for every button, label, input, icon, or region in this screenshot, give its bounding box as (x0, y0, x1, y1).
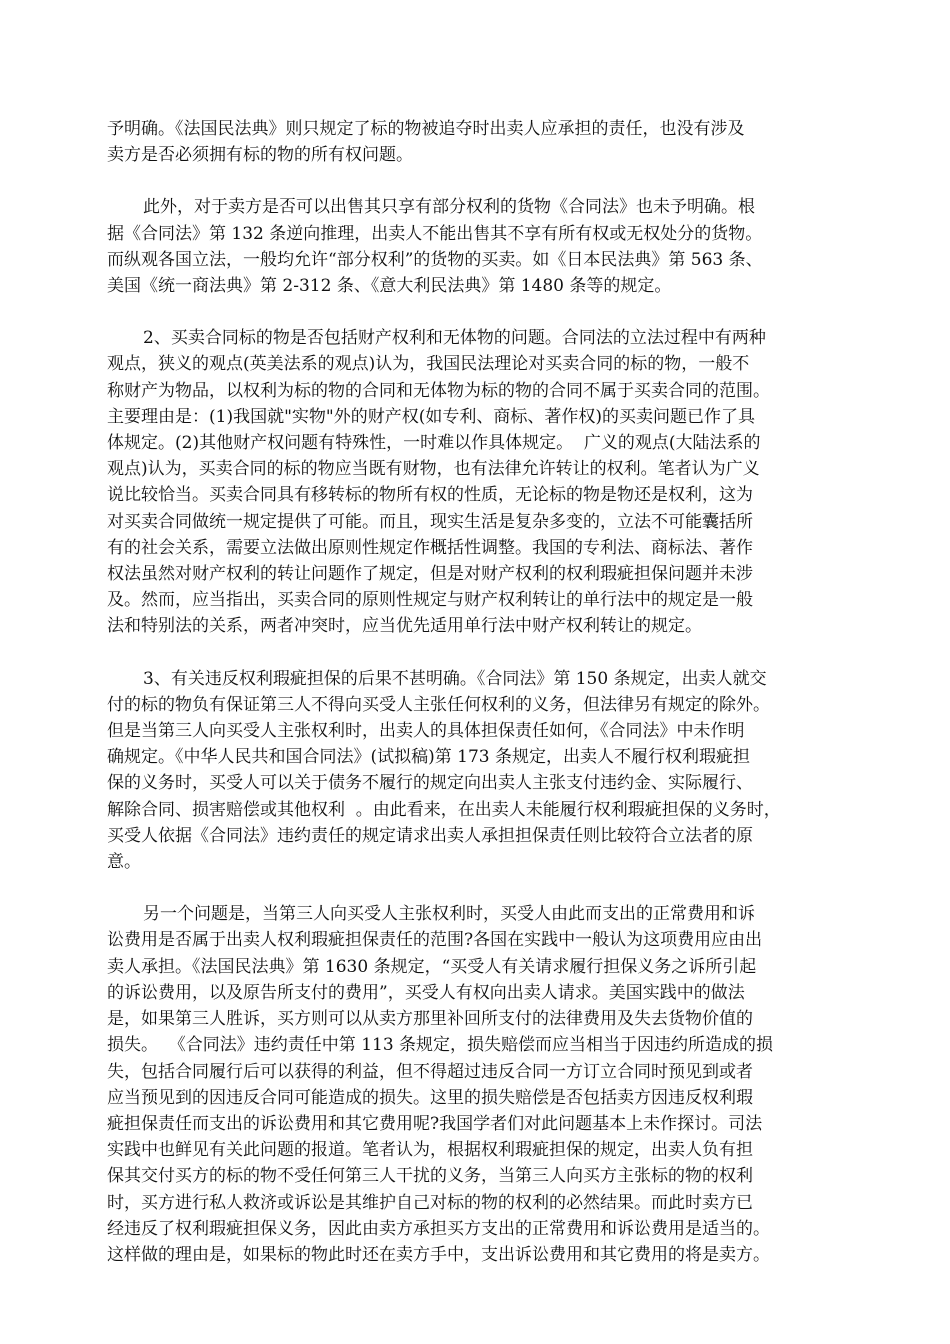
paragraph-line: 有的社会关系，需要立法做出原则性规定作概括性调整。我国的专利法、商标法、著作 (107, 537, 753, 558)
paragraph-line: 据《合同法》第 132 条逆向推理，出卖人不能出售其不享有所有权或无权处分的货物。 (107, 223, 763, 244)
paragraph-line: 称财产为物品，以权利为标的物的合同和无体物为标的物的合同不属于买卖合同的范围。 (107, 380, 770, 401)
paragraph-line: 是，如果第三人胜诉，买方则可以从卖方那里补回所支付的法律费用及失去货物价值的 (107, 1009, 753, 1030)
paragraph (107, 116, 847, 168)
paragraph-line: 此外，对于卖方是否可以出售其只享有部分权利的货物《合同法》也未予明确。根 (143, 197, 755, 218)
paragraph-line: 主要理由是：(1)我国就"实物"外的财产权(如专利、商标、著作权)的买卖问题已作了具 (107, 406, 755, 427)
paragraph-line: 解除合同、损害赔偿或其他权利 。由此看来，在出卖人未能履行权利瑕疵担保的义务时， (107, 799, 781, 820)
document-body (107, 116, 847, 1294)
paragraph (107, 666, 847, 876)
paragraph-line: 说比较恰当。买卖合同具有移转标的物所有权的性质，无论标的物是物还是权利，这为 (107, 485, 753, 506)
paragraph-line: 保的义务时，买受人可以关于债务不履行的规定向出卖人主张支付违约金、实际履行、 (107, 773, 753, 794)
paragraph (107, 194, 847, 299)
paragraph-line: 保其交付买方的标的物不受任何第三人干扰的义务，当第三人向买方主张标的物的权利 (107, 1166, 753, 1187)
paragraph-line: 体规定。(2)其他财产权问题有特殊性，一时难以作具体规定。 广义的观点(大陆法系的 (107, 433, 761, 454)
paragraph-line: 另一个问题是，当第三人向买受人主张权利时，买受人由此而支出的正常费用和诉 (143, 904, 755, 925)
paragraph (107, 901, 847, 1268)
paragraph-line: 卖人承担。《法国民法典》第 1630 条规定，“买受人有关请求履行担保义务之诉所引起 (107, 956, 757, 977)
paragraph-line: 的诉讼费用，以及原告所支付的费用”，买受人有权向出卖人请求。美国实践中的做法 (107, 982, 745, 1003)
paragraph-line: 权法虽然对财产权利的转让问题作了规定，但是对财产权利的权利瑕疵担保问题并未涉 (107, 564, 753, 585)
paragraph-line: 疵担保责任而支出的诉讼费用和其它费用呢?我国学者们对此问题基本上未作探讨。司法 (107, 1113, 763, 1134)
paragraph-line: 对买卖合同做统一规定提供了可能。而且，现实生活是复杂多变的，立法不可能囊括所 (107, 511, 753, 532)
paragraph-line: 经违反了权利瑕疵担保义务，因此由卖方承担买方支出的正常费用和诉讼费用是适当的。 (107, 1218, 770, 1239)
paragraph-line: 付的标的物负有保证第三人不得向买受人主张任何权利的义务，但法律另有规定的除外。 (107, 694, 770, 715)
paragraph-line: 2、买卖合同标的物是否包括财产权利和无体物的问题。合同法的立法过程中有两种 (143, 328, 766, 349)
paragraph-line: 法和特别法的关系，两者冲突时，应当优先适用单行法中财产权利转让的规定。 (107, 616, 702, 637)
paragraph-line: 意。 (107, 852, 141, 873)
paragraph-line: 实践中也鲜见有关此问题的报道。笔者认为，根据权利瑕疵担保的规定，出卖人负有担 (107, 1140, 753, 1161)
paragraph-line: 3、有关违反权利瑕疵担保的后果不甚明确。《合同法》第 150 条规定，出卖人就交 (143, 668, 767, 689)
paragraph-line: 卖方是否必须拥有标的物的所有权问题。 (107, 145, 413, 166)
paragraph-line: 美国《统一商法典》第 2-312 条、《意大利民法典》第 1480 条等的规定。 (107, 276, 672, 297)
paragraph-line: 但是当第三人向买受人主张权利时，出卖人的具体担保责任如何，《合同法》中未作明 (107, 721, 745, 742)
paragraph-line: 这样做的理由是，如果标的物此时还在卖方手中，支出诉讼费用和其它费用的将是卖方。 (107, 1244, 770, 1265)
paragraph-line: 及。然而，应当指出，买卖合同的原则性规定与财产权利转让的单行法中的规定是一般 (107, 590, 753, 611)
paragraph-line: 失，包括合同履行后可以获得的利益，但不得超过违反合同一方订立合同时预见到或者 (107, 1061, 753, 1082)
paragraph-line: 观点，狭义的观点(英美法系的观点)认为，我国民法理论对买卖合同的标的物，一般不 (107, 354, 750, 375)
paragraph-line: 予明确。《法国民法典》则只规定了标的物被追夺时出卖人应承担的责任，也没有涉及 (107, 119, 745, 139)
paragraph-line: 损失。 《合同法》违约责任中第 113 条规定，损失赔偿而应当相当于因违约所造成的损 (107, 1035, 774, 1056)
paragraph (107, 325, 847, 639)
paragraph-line: 买受人依据《合同法》违约责任的规定请求出卖人承担担保责任则比较符合立法者的原 (107, 825, 753, 846)
paragraph-line: 而纵观各国立法，一般均允许“部分权利”的货物的买卖。如《日本民法典》第 563 条、 (107, 249, 763, 270)
paragraph-line: 确规定。《中华人民共和国合同法》(试拟稿)第 173 条规定，出卖人不履行权利瑕疵担 (107, 747, 751, 768)
paragraph-line: 观点)认为，买卖合同的标的物应当既有财物，也有法律允许转让的权利。笔者认为广义 (107, 459, 760, 480)
paragraph-line: 时，买方进行私人救济或诉讼是其维护自己对标的物的权利的必然结果。而此时卖方已 (107, 1192, 753, 1213)
paragraph-line: 讼费用是否属于出卖人权利瑕疵担保责任的范围?各国在实践中一般认为这项费用应由出 (107, 930, 763, 951)
paragraph-line: 应当预见到的因违反合同可能造成的损失。这里的损失赔偿是否包括卖方因违反权利瑕 (107, 1087, 753, 1108)
